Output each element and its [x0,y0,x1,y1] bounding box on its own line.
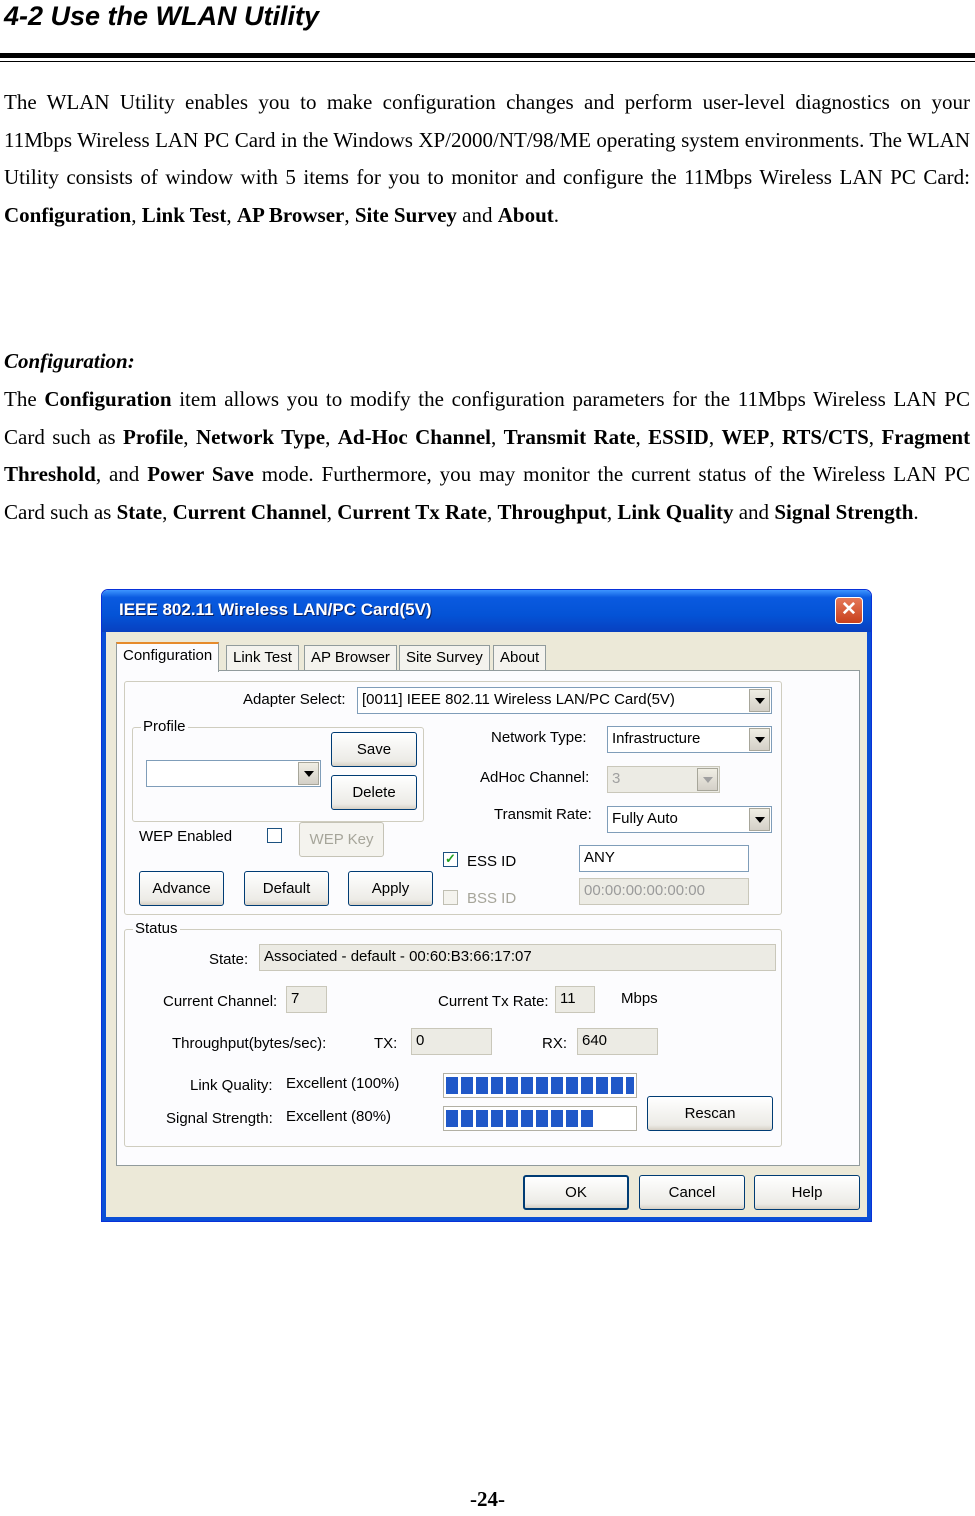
profile-delete-button[interactable]: Delete [331,775,417,810]
current-channel-label: Current Channel: [163,993,278,1010]
essid-checkbox[interactable]: ✓ [443,852,458,867]
adapter-select[interactable] [357,687,772,714]
link-quality-bar [443,1073,637,1098]
configuration-panel [116,670,860,1166]
state-label: State: [209,951,249,968]
tx-label: TX: [374,1035,398,1052]
dialog-title: IEEE 802.11 Wireless LAN/PC Card(5V) [119,600,432,619]
cancel-button[interactable]: Cancel [639,1175,745,1210]
status-group-label: Status [135,920,178,937]
adhoc-channel-label: AdHoc Channel: [480,769,590,786]
help-button[interactable]: Help [754,1175,860,1210]
section-heading: 4-2 Use the WLAN Utility [4,1,320,31]
throughput-label: Throughput(bytes/sec): [172,1035,327,1052]
current-tx-rate-value: 11 [555,986,595,1013]
rx-value: 640 [577,1028,658,1055]
configuration-paragraph: The Configuration item allows you to modify the configuration parameters for the 11Mbps Wireless LAN PC Card such as Profile, Network Type, Ad-Hoc Channel, Transmit Rate, ESSID, WEP, RTS/CTS, Fragment Threshold, and Power Save mode. Furthermore, you may monitor the current status of the Wireless LAN PC Card such as State, Current Channel, Current Tx Rate, Throughput, Link Quality and Signal Strength. [4,387,971,524]
profile-group-label: Profile [143,718,186,735]
close-icon[interactable]: ✕ [835,597,863,624]
rx-label: RX: [542,1035,568,1052]
bssid-checkbox[interactable] [443,890,458,905]
adapter-select-label: Adapter Select: [243,691,346,708]
heading-rule-thin [0,61,975,62]
chevron-down-icon[interactable] [749,728,770,751]
network-type-select[interactable] [607,726,772,753]
chevron-down-icon[interactable] [697,768,718,791]
current-tx-rate-label: Current Tx Rate: [438,993,549,1010]
wlan-utility-dialog [101,589,872,1222]
profile-save-button[interactable]: Save [331,732,417,767]
signal-strength-label: Signal Strength: [166,1110,273,1127]
chevron-down-icon[interactable] [749,808,770,831]
configuration-subheading: Configuration: [4,349,135,373]
profile-select[interactable] [146,760,321,787]
tab-about[interactable]: About [493,645,546,671]
wep-enabled-label: WEP Enabled [139,828,233,845]
adhoc-channel-select[interactable] [607,766,720,793]
configuration-group [124,681,782,915]
tab-link-test[interactable]: Link Test [226,645,299,671]
bssid-label: BSS ID [467,890,517,907]
tx-value: 0 [411,1028,492,1055]
tab-configuration[interactable]: Configuration [116,642,219,672]
chevron-down-icon[interactable] [749,689,770,712]
rescan-button[interactable]: Rescan [647,1096,773,1131]
ok-button[interactable]: OK [523,1175,629,1210]
intro-paragraph: The WLAN Utility enables you to make configuration changes and perform user-level diagnostics on your 11Mbps Wireless LAN PC Card in the Windows XP/2000/NT/98/ME operating system environments. The WLAN Utility consists of window with 5 items for you to monitor and configure the 11Mbps Wireless LAN PC Card: Configuration, Link Test, AP Browser, Site Survey and About. [4,90,970,227]
current-channel-value: 7 [286,986,327,1013]
wep-key-button[interactable]: WEP Key [299,822,384,857]
link-quality-bar-fill [446,1077,634,1094]
dialog-frame-bottom [102,1217,871,1221]
dialog-titlebar [102,590,871,632]
adapter-select-value: [0011] IEEE 802.11 Wireless LAN/PC Card(5V) [362,691,675,708]
essid-label: ESS ID [467,853,517,870]
essid-input[interactable]: ANY [579,845,749,872]
dialog-frame-right [867,632,871,1221]
profile-group [132,718,424,822]
apply-button[interactable]: Apply [348,871,433,906]
advance-button[interactable]: Advance [139,871,224,906]
default-button[interactable]: Default [244,871,329,906]
signal-strength-bar [443,1106,637,1131]
transmit-rate-select[interactable] [607,806,772,833]
tab-site-survey[interactable]: Site Survey [399,645,490,671]
transmit-rate-label: Transmit Rate: [494,806,592,823]
bssid-input[interactable]: 00:00:00:00:00:00 [579,878,749,905]
dialog-frame-left [102,632,106,1221]
signal-strength-bar-fill [446,1110,596,1127]
signal-strength-value: Excellent (80%) [286,1108,392,1125]
network-type-value: Infrastructure [612,730,701,747]
link-quality-value: Excellent (100%) [286,1075,400,1092]
wep-enabled-checkbox[interactable] [267,828,282,843]
page-number: -24- [470,1487,505,1511]
network-type-label: Network Type: [491,729,587,746]
state-value: Associated - default - 00:60:B3:66:17:07 [259,944,776,971]
transmit-rate-value: Fully Auto [612,810,678,827]
status-group [124,920,782,1147]
chevron-down-icon[interactable] [298,762,319,785]
link-quality-label: Link Quality: [190,1077,273,1094]
heading-rule-thick [0,53,975,58]
tab-ap-browser[interactable]: AP Browser [304,645,397,671]
adhoc-channel-value: 3 [612,770,621,787]
tx-rate-unit: Mbps [621,990,658,1007]
